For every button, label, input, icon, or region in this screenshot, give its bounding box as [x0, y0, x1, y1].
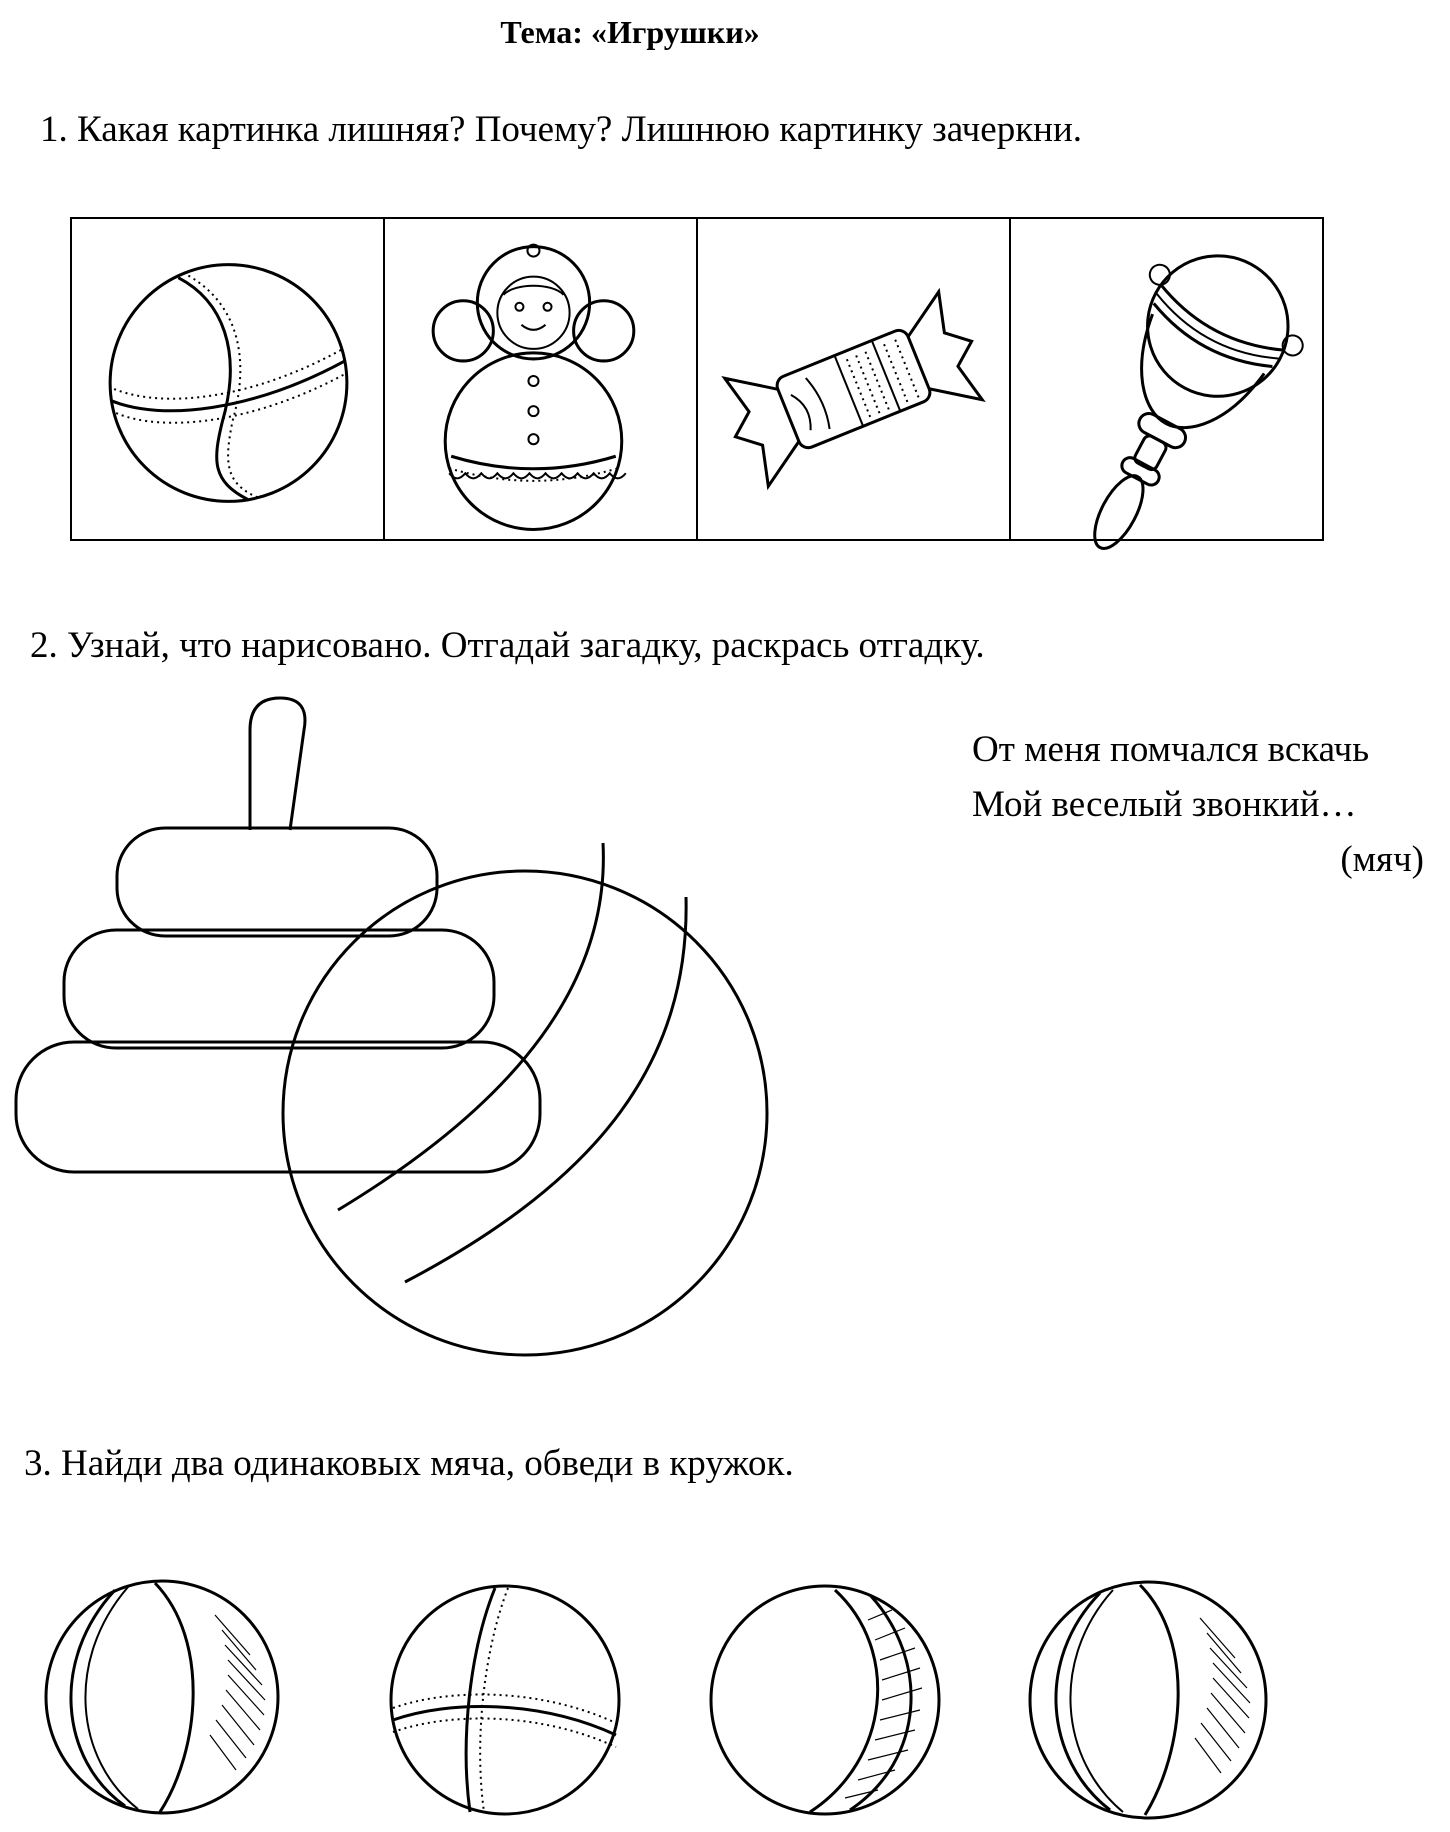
task-2-text: 2. Узнай, что нарисовано. Отгадай загадку, раскрась отгадку.	[30, 625, 985, 666]
ball-icon	[72, 219, 383, 539]
task-3-balls-row	[0, 1560, 1450, 1832]
picture-cell-ball[interactable]	[72, 219, 385, 539]
striped-ball-icon[interactable]	[1030, 1582, 1266, 1818]
striped-ball-outline-icon	[283, 843, 767, 1355]
worksheet-title: Тема: «Игрушки»	[500, 14, 760, 50]
candy-icon	[698, 219, 1009, 539]
pyramid-and-ball-picture[interactable]	[0, 680, 800, 1340]
riddle-line-1: От меня помчался вскачь	[972, 729, 1370, 770]
picture-cell-rattle[interactable]	[1011, 219, 1322, 539]
roly-poly-doll-icon	[385, 219, 696, 539]
task-1-text: 1. Какая картинка лишняя? Почему? Лишнюю картинку зачеркни.	[40, 109, 1083, 150]
crescent-ball-icon[interactable]	[711, 1586, 939, 1814]
picture-cell-candy[interactable]	[698, 219, 1011, 539]
task-1-picture-grid	[70, 217, 1324, 541]
riddle-line-2: Мой веселый звонкий…	[972, 784, 1357, 825]
riddle-answer: (мяч)	[1340, 839, 1424, 880]
task-3-text: 3. Найди два одинаковых мяча, обведи в кружок.	[24, 1443, 794, 1484]
rattle-icon	[1011, 219, 1322, 539]
striped-ball-icon[interactable]	[46, 1581, 278, 1813]
ring-pyramid-icon	[16, 698, 540, 1172]
picture-cell-doll[interactable]	[385, 219, 698, 539]
riddle-block	[904, 722, 1424, 887]
seamed-ball-icon[interactable]	[391, 1586, 619, 1814]
